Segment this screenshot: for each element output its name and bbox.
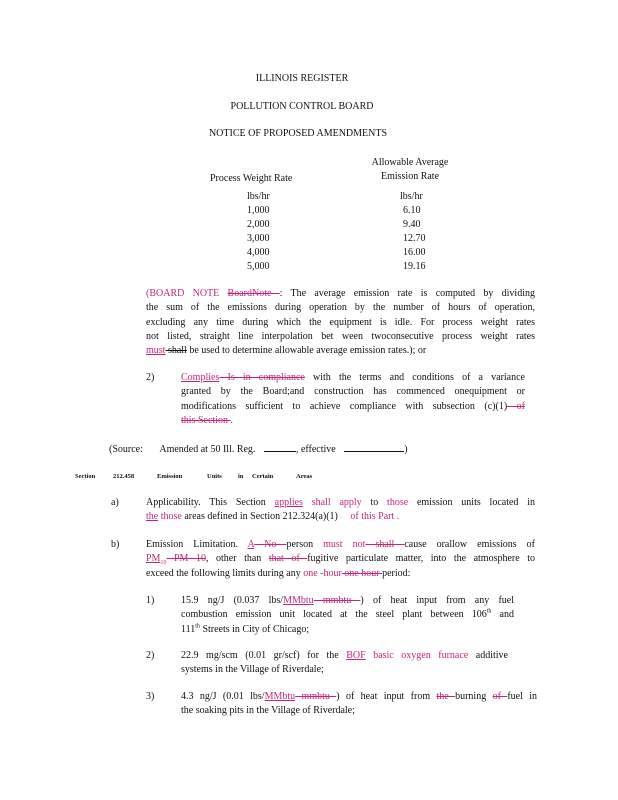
table-cell-process: 2,000 [247,219,270,230]
item-a-t4: areas defined in Section 212.324(a)(1) [181,511,338,523]
insert-mmbtu: MMbtu [283,595,314,606]
table-cell-emission: 19.16 [403,261,426,272]
insert-must: must [146,345,166,357]
sub3-t3: burning [455,691,493,702]
section-word: Section [75,473,96,480]
shall-apply: shall apply [302,497,362,508]
item-a-text [146,496,535,525]
insert-a: A [247,539,255,550]
note-line5: be used to determine allowable average emission rates.); or [186,345,427,357]
note-line3: excluding any time during which the equipment is idle. For process weight rates [146,316,535,328]
pm-subscript: 10 [160,560,167,567]
insert-those: those [387,497,409,508]
item-b-label: b) [111,539,120,550]
item-a-t1: Applicability. This Section [146,497,275,508]
strike-of-3: of [492,691,508,702]
table-cell-process: 5,000 [247,261,270,272]
item-b-t3: cause orallow emissions of [404,539,535,550]
section-number: 212.458 [113,473,135,480]
strike-compliance: Is in compliance [219,372,305,383]
section-emission: Emission [157,473,183,480]
item-b-t6: exceed the following limits during any [146,567,304,579]
source-amended: Amended at 50 Ill. Reg. [159,444,256,455]
section-certain: Certain [252,473,274,480]
strike-no: No [254,539,287,550]
sub1-l2b: and [491,609,514,621]
insert-applies: applies [274,497,303,508]
strike-shall-b: shall [365,539,405,550]
effective-blank [344,442,404,452]
board-note-open: (BOARD NOTE [146,288,228,299]
insert-bof: BOF [346,650,366,661]
col2-header-line1: Allowable Average [371,157,449,168]
col2-header-line2: Emission Rate [380,171,440,182]
strike-those: those [158,511,182,523]
sub1-t2: ) of heat input from any fuel [360,595,514,606]
insert-must-not: must not [323,539,366,550]
source-label: (Source: [109,444,143,455]
section-units: Units [207,473,222,480]
source-line [109,442,408,456]
sub1-text [181,594,514,637]
sub2-text [181,649,508,678]
reg-blank [264,442,296,452]
sub3-line2: the soaking pits in the Village of Riverdale; [181,705,355,717]
insert-complies: Complies [181,372,220,383]
col1-header: Process Weight Rate [210,173,293,184]
item-a-t2: to [361,497,388,508]
note-line2: the sum of the emissions during operation by the number of hours of operation, [146,302,535,314]
item2-line3: modifications sufficient to achieve compliance with subsection (c)(1) [181,400,508,412]
table-cell-emission: 6.10 [403,205,421,216]
col2-unit: lbs/hr [400,191,423,202]
strike-of: of [507,400,525,412]
sub2-line2: systems in the Village of Riverdale; [181,664,324,676]
strike-boardnote: BoardNote [227,288,280,299]
item-a-label: a) [111,497,119,508]
item2-line2: granted by the Board;and construction has commenced onequipment or [181,386,525,398]
sub1-l3a: 111 [181,623,196,635]
table-cell-process: 4,000 [247,247,270,258]
item-b-text [146,538,535,581]
section-in: in [238,473,244,480]
note-line4: not listed, straight line interpolation bet ween twoconsecutive process weight rates [146,330,535,342]
strike-mmbtu-3: mmbtu [295,691,337,702]
insert-the: the [146,511,159,523]
sub1-l3b: Streets in City of Chicago; [199,623,310,635]
insert-of-this-part: of this Part [350,511,395,523]
sub2-t1: 22.9 mg/scm (0.01 gr/scf) for the [181,650,347,661]
header-board: POLLUTION CONTROL BOARD [230,101,374,112]
sub3-text [181,690,537,719]
strike-mmbtu: mmbtu [313,595,361,606]
item2-label: 2) [146,372,155,383]
header-register: ILLINOIS REGISTER [255,73,349,84]
item-a-period: . [394,511,400,523]
sup-th-2: th [195,623,200,630]
item-b-t4: , other than [205,553,269,565]
source-effective: , effective [295,444,336,455]
sub3-t2: ) of heat input from [336,691,437,702]
item-b-t2: person [286,539,324,550]
sub3-t1: 4.3 ng/J (0.01 lbs/ [181,691,265,702]
item2-period: . [230,414,233,426]
strike-this-section: this Section [181,414,231,426]
sub3-t4: fuel in [507,691,538,702]
item-b-t5: fugitive particulate matter, into the atmosphere to [307,553,535,565]
table-cell-process: 1,000 [247,205,270,216]
item-a-t3: emission units located in [408,497,536,508]
source-close: ) [404,444,408,455]
item2-text [181,371,525,428]
item-b-t7: period: [382,567,411,579]
table-cell-process: 3,000 [247,233,270,244]
header-notice: NOTICE OF PROPOSED AMENDMENTS [208,128,388,139]
table-cell-emission: 9.40 [403,219,421,230]
sub3-label: 3) [146,691,155,702]
item-b-t1: Emission Limitation. [146,539,248,550]
sup-th-1: th [486,608,492,615]
col1-unit: lbs/hr [247,191,270,202]
insert-pm: PM [146,553,161,565]
sub1-l2a: combustion emission unit located at the steel plant between 106 [181,609,487,621]
board-note [146,287,535,358]
sub2-label: 2) [146,650,155,661]
insert-one-hour: one -hour [303,567,342,579]
insert-mmbtu-3: MMbtu [264,691,296,702]
basic-oxygen-furnace: basic oxygen furnace [365,650,469,661]
section-areas: Areas [296,473,313,480]
sub1-label: 1) [146,595,155,606]
table-cell-emission: 16.00 [403,247,426,258]
strike-one-hour: one hour [341,567,383,579]
table-cell-emission: 12.70 [403,233,426,244]
sub1-t1: 15.9 ng/J (0.037 lbs/ [181,595,284,606]
note-line1: : The average emission rate is computed by dividing [279,288,535,299]
strike-that-of: that of [268,553,308,565]
sub2-t2: additive [468,650,508,661]
item2-line1: with the terms and conditions of a variance [304,372,525,383]
strike-the: the [436,691,456,702]
strike-pm10: PM 10 [166,553,206,565]
strike-shall: shall [165,345,187,357]
